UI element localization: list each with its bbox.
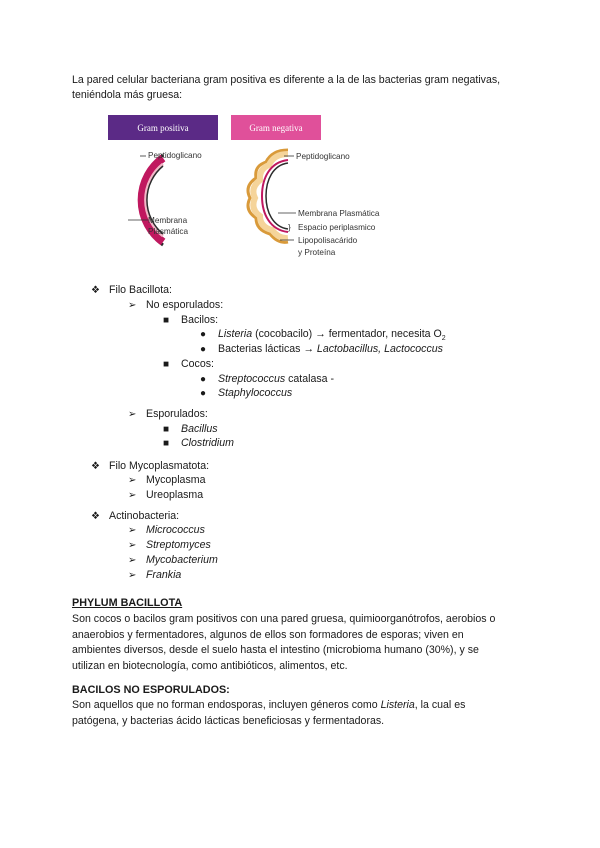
outline-bacillota: ❖ Filo Bacillota: xyxy=(91,282,172,299)
outline-staphylococcus: ● Staphylococcus xyxy=(200,385,292,402)
bacilos-paragraph: Son aquellos que no forman endosporas, incluyen géneros como Listeria, la cual es patógena, y bacterias ácido lácticas beneficiosas y fermentadoras. xyxy=(72,699,466,727)
pos-membrana-label: Membrana xyxy=(148,216,188,225)
dot-bullet-icon: ● xyxy=(200,374,207,385)
outline-streptococcus: ● Streptococcus catalasa - xyxy=(200,371,334,388)
arrow-bullet-icon: ➢ xyxy=(128,300,137,311)
outline-no-esporulados: ➢ No esporulados: xyxy=(128,297,223,314)
outline-actinobacteria: ❖ Actinobacteria: xyxy=(91,508,179,525)
outline-streptomyces: ➢ Streptomyces xyxy=(128,537,211,554)
intro-line-2: teniéndola más gruesa: xyxy=(72,89,183,101)
arrow-bullet-icon: ➢ xyxy=(128,540,137,551)
square-bullet-icon: ■ xyxy=(163,315,170,326)
diamond-bullet-icon: ❖ xyxy=(91,461,100,472)
neg-espacio-label: Espacio periplasmico xyxy=(298,223,376,232)
intro-line-1: La pared celular bacteriana gram positiva es diferente a la de las bacterias gram negativas, xyxy=(72,74,501,86)
outline-mycobacterium: ➢ Mycobacterium xyxy=(128,552,218,569)
outline-ureoplasma: ➢ Ureoplasma xyxy=(128,487,203,504)
diamond-bullet-icon: ❖ xyxy=(91,511,100,522)
gram-negative-wall xyxy=(248,150,288,242)
arrow-bullet-icon: ➢ xyxy=(128,555,137,566)
gram-positive-label: Gram positiva xyxy=(137,123,189,133)
bacilos-heading: BACILOS NO ESPORULADOS: xyxy=(72,684,230,696)
neg-peptidoglicano-label: Peptidoglicano xyxy=(296,152,350,161)
pos-plasmatica-label: Plasmática xyxy=(148,227,189,236)
outline-frankia: ➢ Frankia xyxy=(128,567,181,584)
neg-lipo-label: Lipopolisacárido xyxy=(298,236,358,245)
dot-bullet-icon: ● xyxy=(200,344,207,355)
outline-bacillus: ■ Bacillus xyxy=(163,421,218,438)
neg-bracket: } xyxy=(288,223,291,232)
outline-esporulados: ➢ Esporulados: xyxy=(128,406,208,423)
outline-bacilos: ■ Bacilos: xyxy=(163,312,218,329)
arrow-bullet-icon: ➢ xyxy=(128,490,137,501)
dot-bullet-icon: ● xyxy=(200,388,207,399)
outline-lacticas: ● Bacterias lácticas → Lactobacillus, Lactococcus xyxy=(200,341,443,358)
pos-peptidoglicano-label: Peptidoglicano xyxy=(148,151,202,160)
dot-bullet-icon: ● xyxy=(200,329,207,340)
outline-cocos: ■ Cocos: xyxy=(163,356,214,373)
square-bullet-icon: ■ xyxy=(163,438,170,449)
square-bullet-icon: ■ xyxy=(163,359,170,370)
outline-mycoplasma: ➢ Mycoplasma xyxy=(128,472,205,489)
phylum-paragraph: Son cocos o bacilos gram positivos con una pared gruesa, quimioorganótrofos, aerobios o anaerobios y fermentadores, algunos de ellos son formadores de esporas; viven en ambientes diversos, desde el suelo hasta el intestino (microbioma humano (30%), y se utilizan en biotecnología, como antibióticos, alimentos, etc. xyxy=(72,613,496,672)
arrow-bullet-icon: ➢ xyxy=(128,525,137,536)
outline-clostridium: ■ Clostridium xyxy=(163,435,234,452)
arrow-bullet-icon: ➢ xyxy=(128,475,137,486)
arrow-bullet-icon: ➢ xyxy=(128,570,137,581)
arrow-bullet-icon: ➢ xyxy=(128,409,137,420)
outline-mycoplasmatota: ❖ Filo Mycoplasmatota: xyxy=(91,458,209,475)
neg-proteina-label: y Proteína xyxy=(298,248,336,257)
phylum-heading: PHYLUM BACILLOTA xyxy=(72,597,183,609)
outline-micrococcus: ➢ Micrococcus xyxy=(128,522,205,539)
square-bullet-icon: ■ xyxy=(163,424,170,435)
gram-wall-diagram xyxy=(88,110,408,270)
diamond-bullet-icon: ❖ xyxy=(91,285,100,296)
gram-negative-label: Gram negativa xyxy=(249,123,303,133)
neg-membrana-label: Membrana Plasmática xyxy=(298,209,380,218)
outline-listeria: ● Listeria (cocobacilo) → fermentador, necesita $O_2$ xyxy=(200,328,446,343)
